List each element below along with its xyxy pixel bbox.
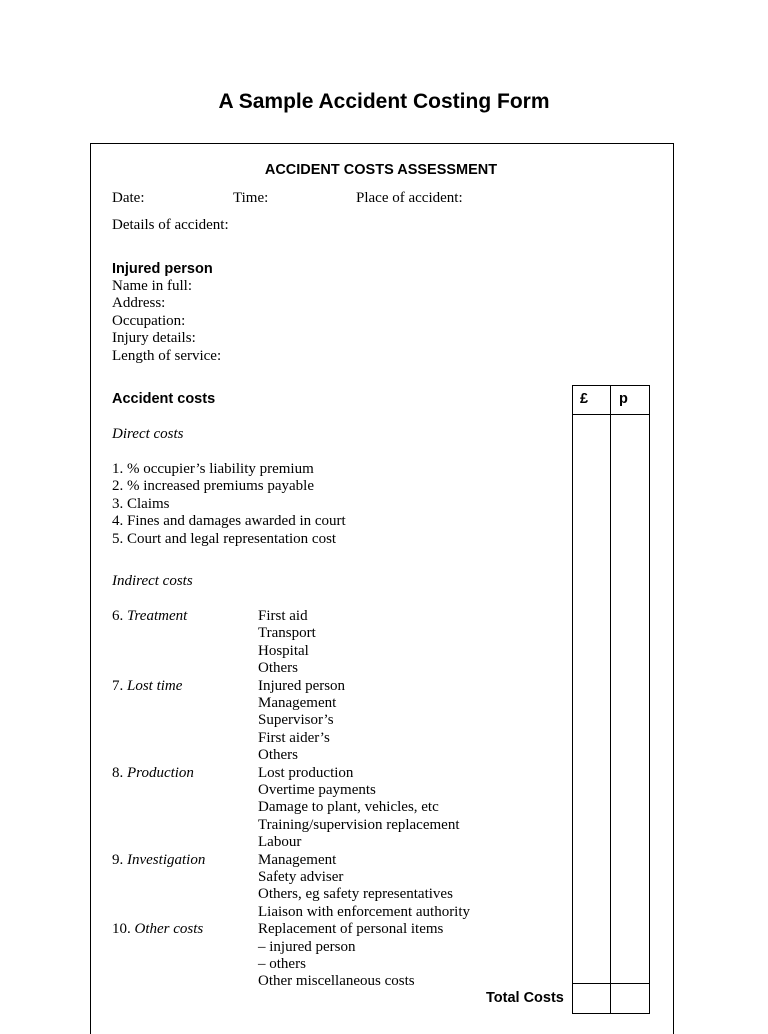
group-name: Production xyxy=(127,764,194,781)
total-costs-label: Total Costs xyxy=(486,990,564,1006)
details-of-accident-label: Details of accident: xyxy=(112,217,229,233)
indirect-cost-group-label xyxy=(112,765,194,782)
indirect-cost-group-label xyxy=(112,678,182,695)
indirect-costs-heading: Indirect costs xyxy=(112,573,193,589)
form-heading: ACCIDENT COSTS ASSESSMENT xyxy=(264,162,498,178)
date-label: Date: xyxy=(112,190,145,206)
indirect-cost-item: Overtime payments xyxy=(258,782,376,798)
injured-field-label: Name in full: xyxy=(112,278,192,294)
indirect-cost-group-label xyxy=(112,608,187,625)
indirect-cost-item: Training/supervision replacement xyxy=(258,816,460,833)
direct-costs-heading: Direct costs xyxy=(112,426,184,442)
indirect-cost-group-label xyxy=(112,921,203,938)
indirect-cost-item: Supervisor’s xyxy=(258,712,334,729)
injured-field-label: Occupation: xyxy=(112,312,186,329)
indirect-cost-item: Safety adviser xyxy=(258,869,344,885)
grid-line-left xyxy=(572,385,573,1014)
indirect-cost-item: Hospital xyxy=(258,642,309,659)
injured-field-label: Injury details: xyxy=(112,330,196,347)
time-label: Time: xyxy=(233,190,269,206)
injured-field-label: Length of service: xyxy=(112,347,222,364)
indirect-cost-item: Others, eg safety representatives xyxy=(258,886,453,903)
indirect-cost-item: Others xyxy=(258,747,298,764)
group-name: Other costs xyxy=(134,921,204,938)
grid-line-right xyxy=(649,385,650,1014)
group-name: Treatment xyxy=(127,608,188,624)
page-title: A Sample Accident Costing Form xyxy=(218,90,550,113)
indirect-cost-item: – injured person xyxy=(258,938,356,955)
grid-line-top xyxy=(572,385,650,386)
direct-cost-item: 1. % occupier’s liability premium xyxy=(112,461,314,477)
indirect-cost-item: First aid xyxy=(258,608,308,624)
place-of-accident-label: Place of accident: xyxy=(356,190,463,206)
indirect-cost-item: Injured person xyxy=(258,677,346,694)
pounds-column-header: £ xyxy=(580,391,589,407)
accident-costs-heading: Accident costs xyxy=(112,391,216,407)
grid-line-header xyxy=(572,414,650,415)
direct-cost-item: 4. Fines and damages awarded in court xyxy=(112,513,346,530)
group-number: 9. xyxy=(112,851,127,868)
direct-cost-item: 5. Court and legal representation cost xyxy=(112,530,337,547)
indirect-cost-item: Management xyxy=(258,851,337,868)
grid-line-total xyxy=(572,983,650,984)
indirect-cost-item: Other miscellaneous costs xyxy=(258,973,415,990)
indirect-cost-item: – others xyxy=(258,956,306,972)
indirect-cost-item: Transport xyxy=(258,625,316,642)
injured-field-label: Address: xyxy=(112,295,166,312)
group-name: Lost time xyxy=(127,677,183,694)
direct-cost-item: 2. % increased premiums payable xyxy=(112,478,315,495)
indirect-cost-item: Management xyxy=(258,695,337,711)
indirect-cost-item: Damage to plant, vehicles, etc xyxy=(258,799,439,816)
indirect-cost-group-label xyxy=(112,852,205,869)
group-number: 8. xyxy=(112,764,127,781)
pence-column-header: p xyxy=(619,391,628,407)
group-name: Investigation xyxy=(127,851,206,868)
indirect-cost-item: Lost production xyxy=(258,764,354,781)
indirect-cost-item: Labour xyxy=(258,834,302,851)
group-number: 7. xyxy=(112,677,127,694)
injured-person-heading: Injured person xyxy=(112,261,213,277)
indirect-cost-item: Liaison with enforcement authority xyxy=(258,903,471,920)
indirect-cost-item: Others xyxy=(258,660,298,677)
indirect-cost-item: First aider’s xyxy=(258,729,330,746)
direct-cost-item: 3. Claims xyxy=(112,495,170,512)
group-number: 6. xyxy=(112,608,127,624)
grid-line-middle xyxy=(610,385,611,1014)
group-number: 10. xyxy=(112,921,135,938)
indirect-cost-item: Replacement of personal items xyxy=(258,921,444,938)
grid-line-bottom xyxy=(572,1013,650,1014)
